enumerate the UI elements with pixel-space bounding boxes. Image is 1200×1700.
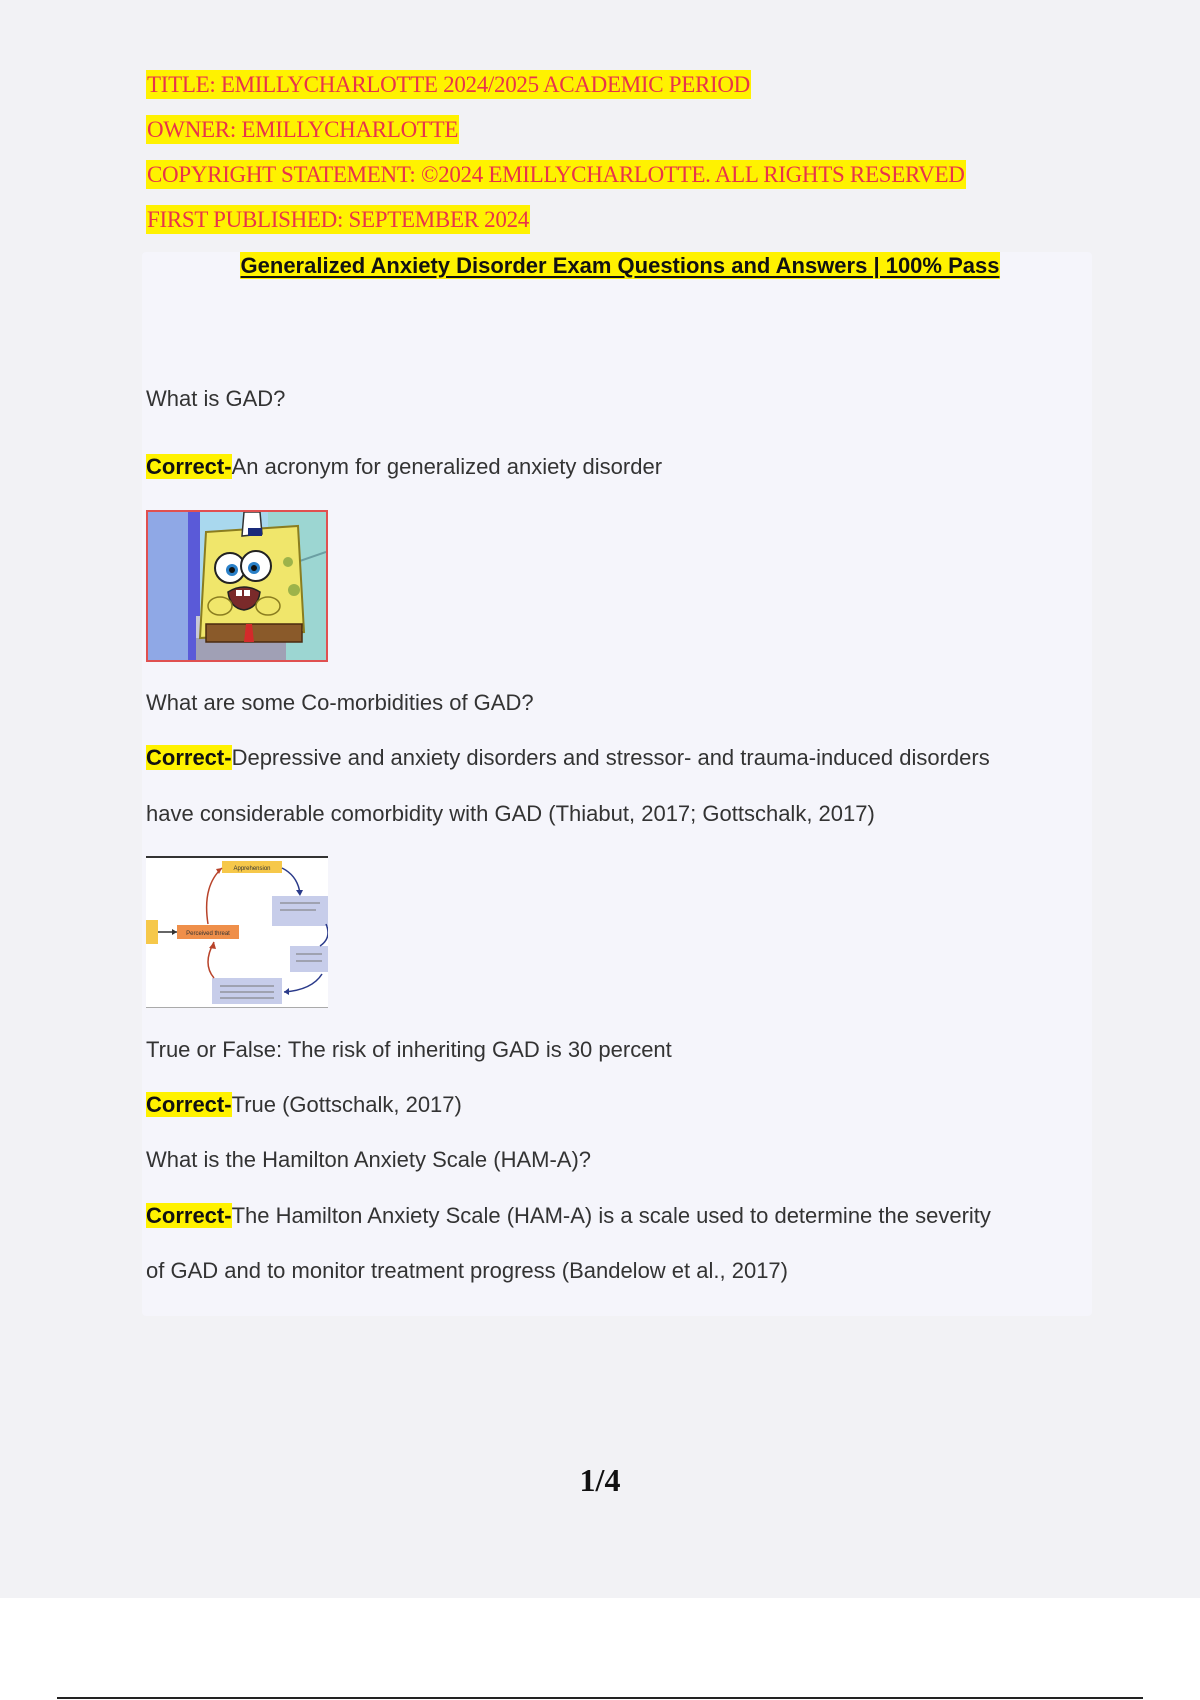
diagram-top-label: Apprehension (233, 866, 271, 872)
answer-1 (146, 454, 662, 480)
question-3: True or False: The risk of inheriting GAD is 30 percent (146, 1037, 672, 1062)
cycle-diagram-graphic (146, 858, 328, 1008)
correct-label: Correct- (146, 745, 232, 770)
anxious-sponge-illustration (148, 512, 326, 660)
question-4: What is the Hamilton Anxiety Scale (HAM-A)? (146, 1147, 592, 1172)
answer-3-line-1: True (Gottschalk, 2017) (231, 1092, 462, 1117)
answer-1-line-1: An acronym for generalized anxiety disorder (231, 454, 663, 479)
footer-divider (57, 1697, 1143, 1699)
diagram-node-right-top (272, 896, 328, 926)
cartoon-image (146, 510, 328, 662)
answer-2-line-2: have considerable comorbidity with GAD (Thiabut, 2017; Gottschalk, 2017) (146, 801, 875, 826)
answer-4 (146, 1203, 991, 1229)
answer-2-line-1: Depressive and anxiety disorders and stressor- and trauma-induced disorders (231, 745, 990, 770)
diagram-left-label: Perceived threat (186, 931, 230, 937)
correct-label: Correct- (146, 1092, 232, 1117)
answer-3 (146, 1092, 462, 1118)
diagram-node-right-bottom (290, 946, 328, 972)
answer-4-line-1: The Hamilton Anxiety Scale (HAM-A) is a scale used to determine the severity (231, 1203, 991, 1228)
meta-title-line: TITLE: EMILLYCHARLOTTE 2024/2025 ACADEMIC PERIOD (147, 72, 750, 97)
answer-4-line-2: of GAD and to monitor treatment progress (Bandelow et al., 2017) (146, 1258, 788, 1283)
diagram-node-bottom (212, 978, 282, 1004)
correct-label: Correct- (146, 454, 232, 479)
meta-first-published-line: FIRST PUBLISHED: SEPTEMBER 2024 (147, 207, 529, 232)
meta-owner-line: OWNER: EMILLYCHARLOTTE (147, 117, 459, 142)
correct-label: Correct- (146, 1203, 232, 1228)
page-number: 1/4 (579, 1462, 621, 1498)
question-2: What are some Co-morbidities of GAD? (146, 690, 534, 715)
question-1: What is GAD? (146, 386, 286, 411)
meta-copyright-line: COPYRIGHT STATEMENT: ©2024 EMILLYCHARLOTTE. ALL RIGHTS RESERVED (147, 162, 965, 187)
document-title: Generalized Anxiety Disorder Exam Questions and Answers | 100% Pass (240, 253, 1000, 278)
anxiety-cycle-diagram (146, 856, 328, 1008)
answer-2 (146, 745, 990, 771)
